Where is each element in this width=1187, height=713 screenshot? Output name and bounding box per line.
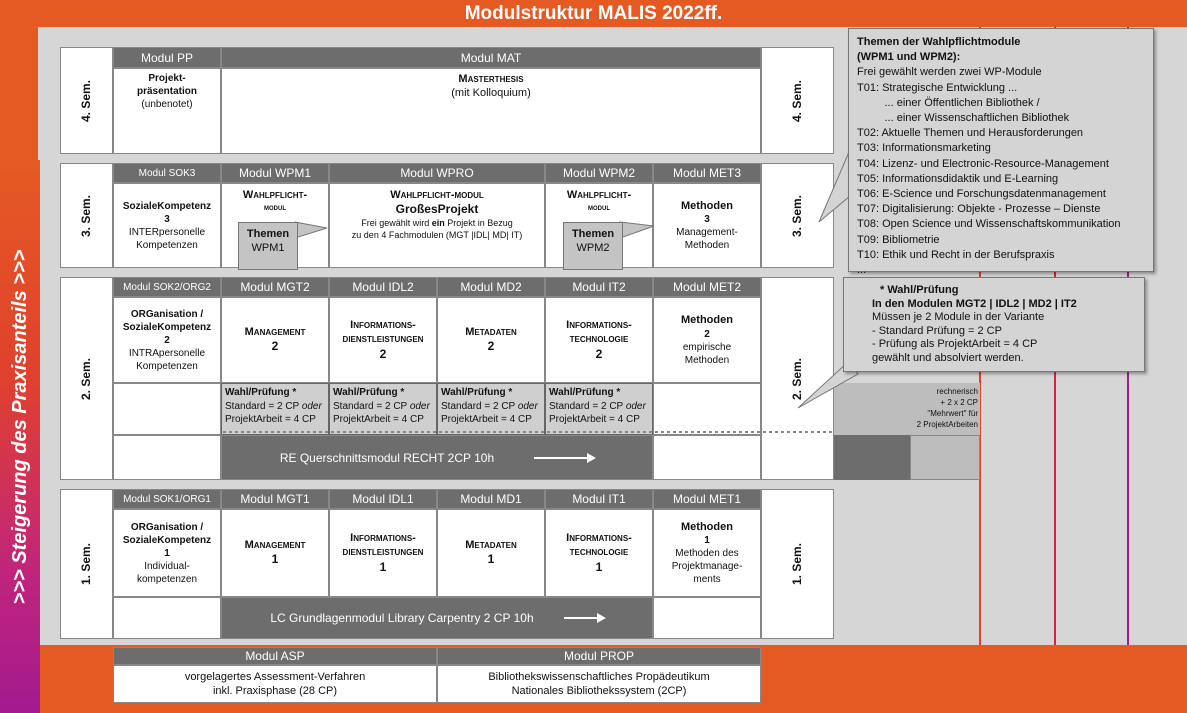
themen-label: WPM1 — [251, 242, 285, 254]
module-sok2-header: Modul SOK2/ORG2 — [113, 277, 221, 297]
it2-line: 2 — [595, 346, 603, 361]
module-met3-cell — [653, 183, 761, 268]
mehrwert-note — [880, 386, 978, 430]
sok3-line: SozialeKompetenz — [122, 200, 212, 212]
semester-2-label: 2. Sem. — [60, 277, 113, 480]
module-mgt2-cell — [221, 297, 329, 383]
semester-2-label-right: 2. Sem. — [761, 277, 834, 480]
themen-list-item: T08: Open Science und Wissenschaftskommunikation — [857, 218, 1121, 231]
module-prop-cell — [437, 665, 761, 703]
empty-cell — [113, 383, 221, 435]
arrow-right-icon — [564, 617, 604, 619]
sok3-line: 3 — [164, 213, 170, 225]
it1-line: technologie — [569, 546, 629, 559]
met1-line: Projektmanage- — [671, 561, 743, 573]
themen-label: Themen — [246, 228, 290, 240]
module-mgt1-cell — [221, 509, 329, 597]
wahl-standard: Standard = 2 CP oder — [333, 400, 430, 412]
wahl-callout — [843, 277, 1145, 372]
module-idl1-cell — [329, 509, 437, 597]
wahl-standard: Standard = 2 CP oder — [441, 400, 538, 412]
met3-line: 3 — [704, 214, 710, 226]
wahl-title: Wahl/Prüfung * — [549, 387, 621, 398]
module-it1-cell — [545, 509, 653, 597]
module-sok3-header: Modul SOK3 — [113, 163, 221, 183]
lc-bar-label: LC Grundlagenmodul Library Carpentry 2 CP 10h — [270, 611, 534, 625]
themen-list-item: T06: E-Science und Forschungsdatenmanagement — [857, 188, 1106, 201]
note-line: rechnerisch — [936, 387, 978, 396]
module-md1-cell — [437, 509, 545, 597]
sok1-line: Individual- — [144, 560, 190, 572]
themen-list-item: T10: Ethik und Recht in der Berufspraxis — [857, 248, 1055, 261]
module-met2-header: Modul MET2 — [653, 277, 761, 297]
module-idl1-header: Modul IDL1 — [329, 489, 437, 509]
module-mgt1-header: Modul MGT1 — [221, 489, 329, 509]
sok1-line: 1 — [164, 547, 170, 559]
module-met3-header: Modul MET3 — [653, 163, 761, 183]
asp-line: inkl. Praxisphase (28 CP) — [212, 685, 338, 697]
mgt1-line: Management — [244, 539, 306, 552]
wahl-projekt: ProjektArbeit = 4 CP — [441, 414, 532, 425]
module-met1-cell — [653, 509, 761, 597]
sok3-line: Kompetenzen — [136, 239, 198, 251]
semester-3-label: 3. Sem. — [60, 163, 113, 268]
mgt2-line: Management — [244, 326, 306, 339]
note-line: "Mehrwert" für — [927, 409, 978, 418]
wahl-standard: Standard = 2 CP oder — [225, 400, 322, 412]
callout-line: gewählt und absolviert werden. — [872, 351, 1024, 364]
module-mat-cell — [221, 68, 761, 154]
met2-line: 2 — [704, 328, 710, 340]
callout-line: - Standard Prüfung = 2 CP — [872, 324, 1002, 337]
themen-list-item: T09: Bibliometrie — [857, 233, 940, 246]
empty-cell — [113, 597, 221, 639]
sok2-line: INTRApersonelle — [128, 347, 206, 359]
module-idl2-header: Modul IDL2 — [329, 277, 437, 297]
note-line: 2 ProjektArbeiten — [916, 420, 978, 429]
wpm1-themen-tag — [238, 222, 298, 270]
md2-line: 2 — [487, 339, 495, 354]
module-sok2-cell — [113, 297, 221, 383]
met2-line: Methoden — [684, 354, 730, 366]
themen-list-item: T01: Strategische Entwicklung ... — [857, 81, 1018, 94]
module-it1-header: Modul IT1 — [545, 489, 653, 509]
md2-line: Metadaten — [465, 326, 517, 339]
sok2-line: ORGanisation / — [130, 308, 204, 320]
module-pp-header: Modul PP — [113, 47, 221, 68]
dark-block — [834, 435, 910, 480]
met2-line: Methoden — [681, 314, 733, 327]
semester-4-label-right: 4. Sem. — [761, 47, 834, 154]
callout-title: In den Modulen MGT2 | IDL2 | MD2 | IT2 — [872, 297, 1077, 310]
module-md2-header: Modul MD2 — [437, 277, 545, 297]
module-mgt2-header: Modul MGT2 — [221, 277, 329, 297]
themen-list-item: T04: Lizenz- und Electronic-Resource-Management — [857, 157, 1109, 170]
met3-line: Management- — [676, 227, 738, 239]
themen-list-item: ... einer Wissenschaftlichen Bibliothek — [857, 112, 1070, 125]
light-block — [910, 435, 980, 480]
wpm2-line: Wahlpflicht- — [566, 189, 632, 201]
wahl-standard: Standard = 2 CP oder — [549, 400, 646, 412]
semester-4-label: 4. Sem. — [60, 47, 113, 154]
themen-list-item: Frei gewählt werden zwei WP-Module — [857, 66, 1042, 79]
wahl-title: Wahl/Prüfung * — [441, 387, 513, 398]
lc-grundlagen-bar — [221, 597, 653, 639]
praxis-label: >>> Steigerung des Praxisanteils >>> — [9, 249, 31, 605]
module-wpm1-header: Modul WPM1 — [221, 163, 329, 183]
callout-title: (WPM1 und WPM2): — [857, 51, 961, 64]
module-wpm2-header: Modul WPM2 — [545, 163, 653, 183]
sok1-line: ORGanisation / — [130, 521, 204, 533]
pp-line: präsentation — [136, 86, 197, 97]
met1-line: Methoden des — [675, 548, 739, 560]
met1-line: 1 — [704, 535, 710, 547]
mat-sub: (mit Kolloquium) — [451, 87, 531, 100]
callout-line: - Prüfung als ProjektArbeit = 4 CP — [872, 338, 1038, 350]
it2-line: technologie — [569, 333, 629, 346]
themen-list-item: T07: Digitalisierung: Objekte - Prozesse – Dienste — [857, 203, 1101, 216]
sok1-line: SozialeKompetenz — [122, 534, 212, 546]
it1-line: Informations- — [566, 531, 632, 544]
themen-callout — [848, 28, 1154, 277]
semester-3-label-right: 3. Sem. — [761, 163, 834, 268]
met3-line: Methoden — [684, 240, 730, 252]
module-met2-cell — [653, 297, 761, 383]
idl2-line: Informations- — [350, 318, 416, 331]
it1-line: 1 — [595, 559, 603, 574]
mat-title: Masterthesis — [458, 73, 524, 85]
re-querschnitt-bar — [221, 435, 653, 480]
mgt1-line: 1 — [271, 552, 279, 567]
wpm2-line: modul — [588, 202, 610, 213]
callout-title: Themen der Wahlpflichtmodule — [857, 36, 1021, 48]
semester-1-label: 1. Sem. — [60, 489, 113, 639]
sok2-line: Kompetenzen — [136, 360, 198, 372]
md1-line: Metadaten — [465, 539, 517, 552]
prop-line: Bibliothekswissenschaftliches Propädeutikum — [488, 670, 710, 683]
re-bar-label: RE Querschnittsmodul RECHT 2CP 10h — [279, 450, 495, 465]
module-met1-header: Modul MET1 — [653, 489, 761, 509]
themen-list — [857, 65, 1145, 278]
module-prop-header: Modul PROP — [437, 647, 761, 665]
wpro-line: zu den 4 Fachmodulen (MGT |IDL| MD| IT) — [351, 229, 523, 240]
themen-list-item: ... einer Öffentlichen Bibliothek / — [857, 96, 1040, 109]
pp-line: Projekt- — [148, 73, 186, 84]
module-wpro-cell — [329, 183, 545, 268]
sok2-line: SozialeKompetenz — [122, 321, 212, 333]
idl1-line: dienstleistungen — [342, 546, 424, 559]
themen-list-item: T03: Informationsmarketing — [857, 142, 991, 155]
sok3-line: INTERpersonelle — [128, 226, 206, 238]
module-wpro-header: Modul WPRO — [329, 163, 545, 183]
module-md1-header: Modul MD1 — [437, 489, 545, 509]
semester-1-label-right: 1. Sem. — [761, 489, 834, 639]
themen-label: Themen — [571, 228, 615, 240]
met1-line: ments — [693, 574, 721, 586]
callout-title: * Wahl/Prüfung — [880, 284, 959, 296]
note-line: + 2 x 2 CP — [940, 398, 978, 407]
met1-line: Methoden — [681, 520, 733, 533]
idl1-line: Informations- — [350, 531, 416, 544]
module-it2-cell — [545, 297, 653, 383]
themen-list-item: T05: Informationsdidaktik und E-Learning — [857, 172, 1059, 185]
wpm1-line: Wahlpflicht- — [242, 189, 308, 201]
wahl-projekt: ProjektArbeit = 4 CP — [333, 414, 424, 425]
themen-list-item: T02: Aktuelle Themen und Herausforderungen — [857, 127, 1084, 140]
met2-line: empirische — [682, 341, 732, 353]
idl2-line: 2 — [379, 346, 387, 361]
module-md2-cell — [437, 297, 545, 383]
page-title: Modulstruktur MALIS 2022ff. — [464, 3, 723, 24]
wahl-projekt: ProjektArbeit = 4 CP — [225, 414, 316, 425]
module-asp-header: Modul ASP — [113, 647, 437, 665]
wahl-title: Wahl/Prüfung * — [225, 387, 297, 398]
empty-cell — [653, 597, 761, 639]
asp-line: vorgelagertes Assessment-Verfahren — [184, 670, 366, 683]
wpro-line: GroßesProjekt — [395, 202, 479, 217]
wahl-title: Wahl/Prüfung * — [333, 387, 405, 398]
wahl-projekt: ProjektArbeit = 4 CP — [549, 414, 640, 425]
met3-line: Methoden — [681, 199, 733, 212]
wpro-line: Wahlpflicht-modul — [390, 189, 484, 201]
wpm1-line: modul — [264, 202, 286, 213]
pp-line: (unbenotet) — [141, 99, 193, 110]
themen-label: WPM2 — [576, 242, 610, 254]
arrow-right-icon — [534, 457, 594, 459]
sok2-line: 2 — [164, 334, 170, 346]
module-pp-cell — [113, 68, 221, 154]
module-it2-header: Modul IT2 — [545, 277, 653, 297]
empty-cell — [653, 435, 761, 480]
module-mat-header: Modul MAT — [221, 47, 761, 68]
module-sok3-cell — [113, 183, 221, 268]
wpm2-themen-tag — [563, 222, 623, 270]
idl2-line: dienstleistungen — [342, 333, 424, 346]
module-idl2-cell — [329, 297, 437, 383]
empty-cell — [113, 435, 221, 480]
prop-line: Nationales Bibliothekssystem (2CP) — [511, 685, 687, 697]
module-sok1-header: Modul SOK1/ORG1 — [113, 489, 221, 509]
module-asp-cell — [113, 665, 437, 703]
mgt2-line: 2 — [271, 339, 279, 354]
themen-list-item: ... — [857, 264, 867, 277]
md1-line: 1 — [487, 552, 495, 567]
it2-line: Informations- — [566, 318, 632, 331]
module-sok1-cell — [113, 509, 221, 597]
sok1-line: kompetenzen — [136, 573, 198, 585]
wpro-line: Frei gewählt wird ein Projekt in Bezug — [361, 217, 513, 228]
idl1-line: 1 — [379, 559, 387, 574]
callout-line: Müssen je 2 Module in der Variante — [872, 311, 1045, 323]
